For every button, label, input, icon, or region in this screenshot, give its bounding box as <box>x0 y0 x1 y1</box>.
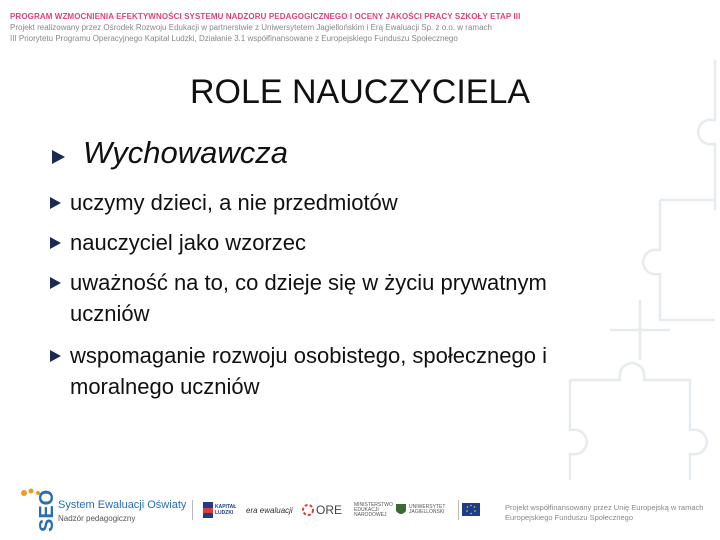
uj-crest-icon <box>395 503 407 517</box>
list-item-line: moralnego uczniów <box>70 374 260 399</box>
slide-title: ROLE NAUCZYCIELA <box>189 73 531 111</box>
kl-logo-text: KAPITAŁ LUDZKI <box>215 504 237 516</box>
list-item <box>70 190 670 216</box>
era-ewaluacji-logo <box>246 501 298 519</box>
kl-flag-icon <box>203 502 213 518</box>
section-bullet-icon <box>52 150 65 164</box>
list-item <box>70 230 670 256</box>
program-title: PROGRAM WZMOCNIENIA EFEKTYWNOŚCI SYSTEMU NADZORU PEDAGOGICZNEGO I OCENY JAKOŚCI PRACY SZKOŁY ETAP III <box>10 12 521 21</box>
list-item-line: nauczyciel jako wzorzec <box>70 230 306 255</box>
list-item <box>70 270 670 327</box>
bullet-icon <box>50 277 61 289</box>
footer-divider <box>192 500 193 520</box>
list-item <box>70 343 670 400</box>
bullet-icon <box>50 197 61 209</box>
uj-logo <box>395 501 455 519</box>
header-line-1: Projekt realizowany przez Ośrodek Rozwoju Edukacji w partnerstwie z Uniwersytetem Jagiellońskim i Erą Ewaluacji Sp. z o.o. w ramach <box>10 23 492 32</box>
seo-name: System Ewaluacji Oświaty <box>58 499 187 511</box>
eu-cofinancing-note: Projekt współfinansowany przez Unię Europejską w ramach Europejskiego Funduszu Społecznego <box>505 503 704 522</box>
bullet-icon <box>50 237 61 249</box>
seo-subtitle: Nadzór pedagogiczny <box>58 514 136 523</box>
bullet-icon <box>50 350 61 362</box>
seo-logo-text: SEO <box>36 489 58 532</box>
eu-flag-icon <box>462 503 480 516</box>
ore-logo-text: ORE <box>316 503 343 517</box>
ore-circle-icon <box>302 504 314 516</box>
header-line-2: III Priorytetu Programu Operacyjnego Kapitał Ludzki, Działanie 3.1 współfinansowane z Europejskiego Funduszu Społecznego <box>10 34 458 43</box>
list-item-line: uważność na to, co dzieje się w życiu prywatnym <box>70 270 547 295</box>
era-logo-text: era ewaluacji <box>246 505 293 515</box>
section-heading: Wychowawcza <box>83 135 288 170</box>
list-item-line: uczymy dzieci, a nie przedmiotów <box>70 190 398 215</box>
men-logo <box>354 501 393 519</box>
uj-logo-text: UNIWERSYTET JAGIELLOŃSKI <box>409 504 446 515</box>
footer-divider <box>458 500 459 520</box>
kapital-ludzki-logo <box>203 501 241 519</box>
men-logo-text: MINISTERSTWO EDUKACJI NARODOWEJ <box>354 501 393 518</box>
list-item-line: uczniów <box>70 301 150 326</box>
list-item-line: wspomaganie rozwoju osobistego, społecznego i <box>70 343 547 368</box>
seo-logo <box>18 488 58 532</box>
ore-logo <box>302 501 350 519</box>
